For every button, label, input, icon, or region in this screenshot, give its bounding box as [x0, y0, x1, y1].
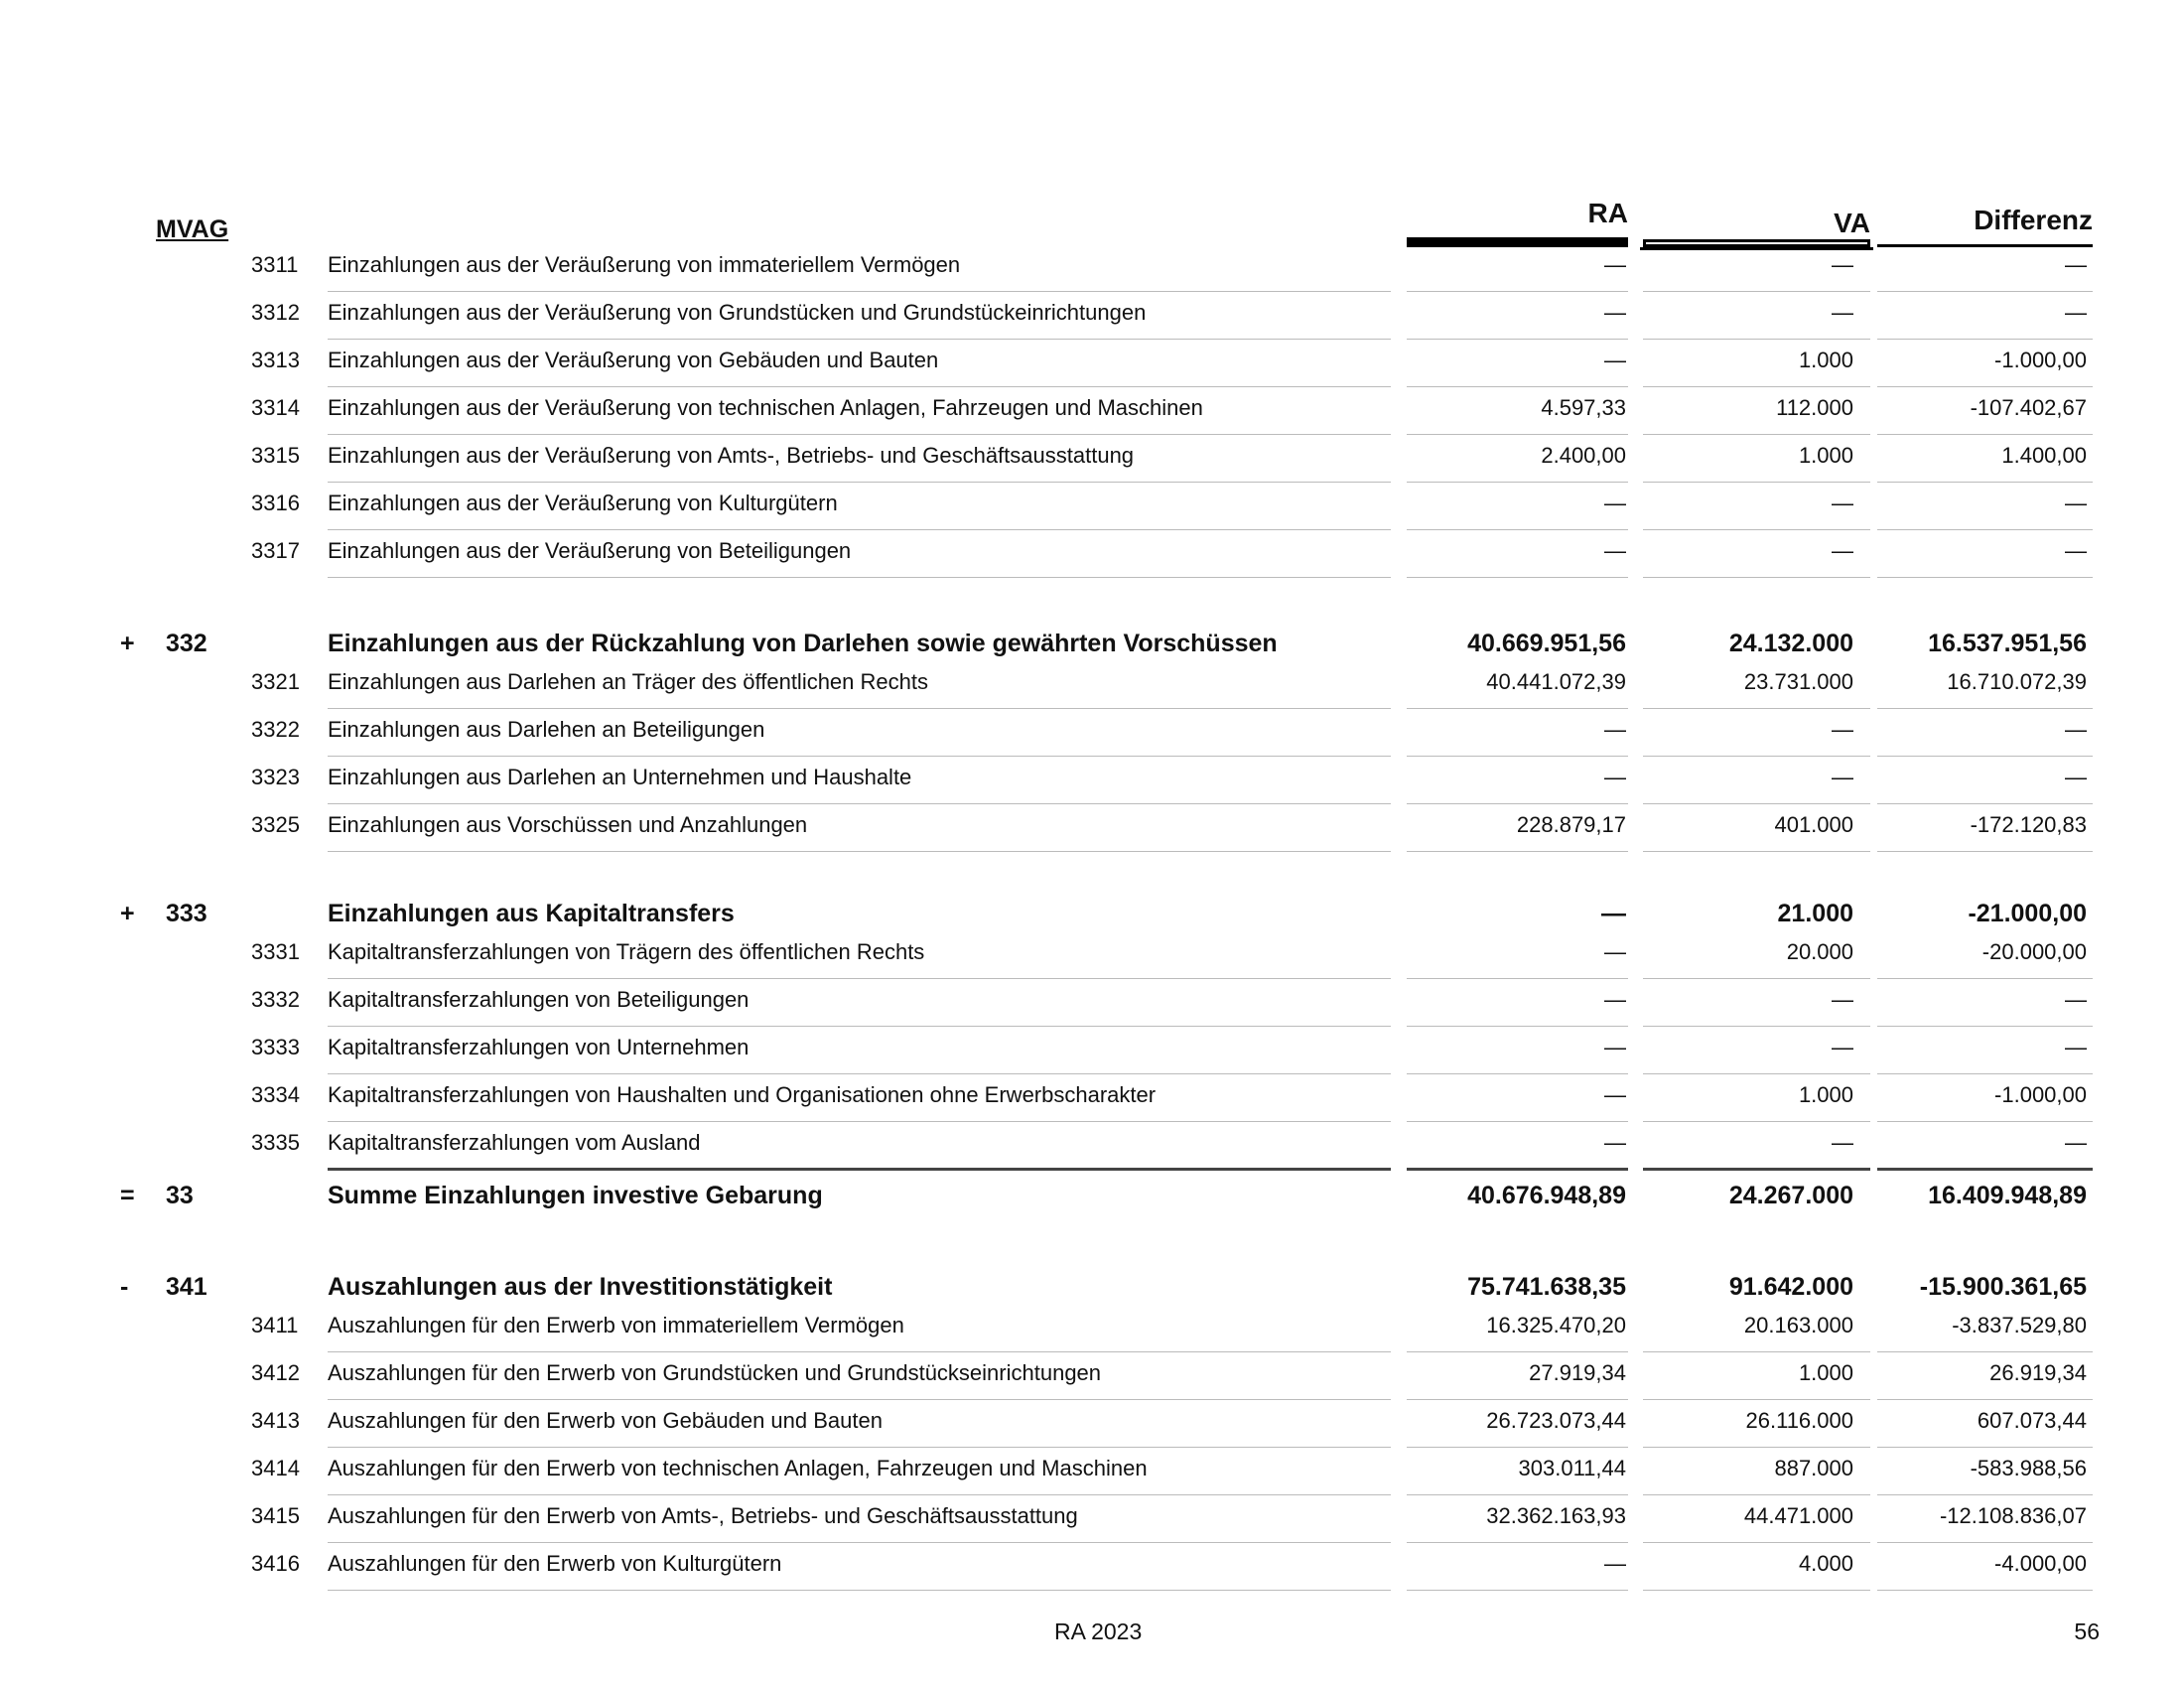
row-ra: — [1604, 765, 1626, 789]
row-diff: -12.108.836,07 [1939, 1503, 2087, 1528]
row-desc: Einzahlungen aus der Veräußerung von Gebäuden und Bauten [328, 348, 939, 372]
row-diff: — [2065, 765, 2087, 789]
row-desc: Einzahlungen aus Darlehen an Träger des öffentlichen Rechts [328, 669, 928, 694]
row-desc: Kapitaltransferzahlungen von Unternehmen [328, 1035, 750, 1059]
row-ra: 27.919,34 [1529, 1360, 1626, 1385]
row-va: 26.116.000 [1745, 1408, 1853, 1433]
row-va: — [1832, 1035, 1853, 1059]
row-code: 3314 [251, 395, 300, 420]
row-code: 3413 [251, 1408, 300, 1433]
row-ra: 228.879,17 [1516, 812, 1626, 837]
row-desc: Einzahlungen aus Darlehen an Unternehmen und Haushalte [328, 765, 912, 789]
row-va: 44.471.000 [1743, 1503, 1853, 1528]
table-row [0, 1400, 2184, 1448]
row-ra: — [1604, 987, 1626, 1012]
row-ra: 4.597,33 [1541, 395, 1626, 420]
row-ra: — [1601, 900, 1626, 927]
total-rule [1643, 1168, 1870, 1171]
row-code: 341 [166, 1273, 207, 1301]
row-desc: Einzahlungen aus Vorschüssen und Anzahlungen [328, 812, 808, 837]
row-diff: -1.000,00 [1994, 1082, 2087, 1107]
row-ra: 2.400,00 [1541, 443, 1626, 468]
row-diff: -1.000,00 [1994, 348, 2087, 372]
row-ra: — [1604, 491, 1626, 515]
row-va: — [1832, 538, 1853, 563]
row-va: 20.163.000 [1743, 1313, 1853, 1337]
row-desc: Einzahlungen aus der Veräußerung von Amts-, Betriebs- und Geschäftsausstattung [328, 443, 1135, 468]
table-row [0, 1027, 2184, 1074]
table-row [0, 931, 2184, 979]
row-ra: — [1604, 717, 1626, 742]
group-heading-333 [0, 890, 2184, 937]
row-diff: -583.988,56 [1970, 1456, 2087, 1480]
row-ra: 75.741.638,35 [1467, 1273, 1626, 1301]
row-va: 24.267.000 [1728, 1182, 1853, 1209]
row-desc: Einzahlungen aus Kapitaltransfers [328, 900, 735, 927]
row-rule [1407, 1543, 1628, 1591]
table-row [0, 244, 2184, 292]
row-ra: — [1604, 348, 1626, 372]
row-rule [1877, 244, 2093, 292]
total-rule [1407, 1168, 1628, 1171]
row-code: 333 [166, 900, 207, 927]
row-ra: — [1604, 1551, 1626, 1576]
row-code: 3412 [251, 1360, 300, 1385]
row-va: 23.731.000 [1743, 669, 1853, 694]
row-desc: Auszahlungen für den Erwerb von Gebäuden und Bauten [328, 1408, 883, 1433]
column-header-diff-text: Differenz [1974, 205, 2093, 235]
table-row [0, 1305, 2184, 1352]
row-sign: - [120, 1273, 129, 1301]
row-diff: -3.837.529,80 [1952, 1313, 2087, 1337]
row-va: 24.132.000 [1728, 630, 1853, 657]
row-rule [1407, 931, 1628, 979]
row-code: 3333 [251, 1035, 300, 1059]
row-diff: — [2065, 1130, 2087, 1155]
row-sign: + [120, 900, 135, 927]
row-va: — [1832, 765, 1853, 789]
row-rule [1407, 340, 1628, 387]
row-rule [1877, 1027, 2093, 1074]
group-heading-332 [0, 620, 2184, 667]
row-desc: Einzahlungen aus der Veräußerung von Beteiligungen [328, 538, 852, 563]
row-rule [1407, 244, 1628, 292]
table-row [0, 709, 2184, 757]
row-diff: 16.537.951,56 [1928, 630, 2087, 657]
row-ra: 303.011,44 [1518, 1456, 1626, 1480]
row-desc: Kapitaltransferzahlungen vom Ausland [328, 1130, 701, 1155]
table-row [0, 661, 2184, 709]
row-rule [1407, 483, 1628, 530]
row-va: 1.000 [1798, 348, 1853, 372]
column-header-diff [1877, 204, 2093, 247]
row-ra: 40.676.948,89 [1467, 1182, 1626, 1209]
row-desc: Auszahlungen für den Erwerb von immateriellem Vermögen [328, 1313, 904, 1337]
row-va: 112.000 [1776, 395, 1853, 420]
row-va: 401.000 [1774, 812, 1853, 837]
table-row [0, 1448, 2184, 1495]
row-code: 33 [166, 1182, 194, 1209]
table-row [0, 1495, 2184, 1543]
table-row [0, 1122, 2184, 1170]
row-diff: -107.402,67 [1970, 395, 2087, 420]
table-row [0, 483, 2184, 530]
footer-title: RA 2023 [1054, 1618, 1143, 1644]
row-diff: — [2065, 717, 2087, 742]
column-header-va [1643, 204, 1870, 247]
row-rule [1407, 709, 1628, 757]
row-code: 3411 [251, 1313, 299, 1337]
row-diff: 1.400,00 [2001, 443, 2087, 468]
row-ra: 40.669.951,56 [1467, 630, 1626, 657]
row-desc: Auszahlungen aus der Investitionstätigkeit [328, 1273, 833, 1301]
row-va: 4.000 [1798, 1551, 1853, 1576]
row-desc: Kapitaltransferzahlungen von Beteiligungen [328, 987, 750, 1012]
row-desc: Auszahlungen für den Erwerb von Amts-, Betriebs- und Geschäftsausstattung [328, 1503, 1078, 1528]
row-code: 3315 [251, 443, 300, 468]
table-row [0, 1074, 2184, 1122]
row-code: 3325 [251, 812, 300, 837]
total-rule [328, 1168, 1391, 1171]
row-desc: Einzahlungen aus der Veräußerung von immateriellem Vermögen [328, 252, 961, 277]
row-diff: — [2065, 538, 2087, 563]
row-code: 3416 [251, 1551, 300, 1576]
row-code: 3321 [251, 669, 300, 694]
row-va: 887.000 [1774, 1456, 1853, 1480]
row-code: 3317 [251, 538, 300, 563]
row-desc: Kapitaltransferzahlungen von Haushalten und Organisationen ohne Erwerbscharakter [328, 1082, 1157, 1107]
column-header-ra [1407, 198, 1628, 247]
row-diff: -20.000,00 [1981, 939, 2087, 964]
row-diff: — [2065, 300, 2087, 325]
row-code: 3335 [251, 1130, 300, 1155]
row-diff: 26.919,34 [1989, 1360, 2087, 1385]
row-diff: — [2065, 1035, 2087, 1059]
mvag-label: MVAG [156, 215, 229, 243]
row-rule [1407, 979, 1628, 1027]
row-rule [1877, 757, 2093, 804]
page-number: 56 [2074, 1618, 2100, 1644]
row-va: 91.642.000 [1728, 1273, 1853, 1301]
row-rule [1877, 709, 2093, 757]
row-ra: — [1604, 939, 1626, 964]
table-row [0, 387, 2184, 435]
table-row [0, 435, 2184, 483]
row-rule [1407, 530, 1628, 578]
row-diff: — [2065, 491, 2087, 515]
row-rule [1407, 1027, 1628, 1074]
column-header-va-text: VA [1834, 208, 1870, 238]
row-desc: Einzahlungen aus der Rückzahlung von Darlehen sowie gewährten Vorschüssen [328, 630, 1278, 657]
row-sign: = [120, 1182, 135, 1209]
row-ra: — [1604, 1130, 1626, 1155]
row-va: — [1832, 717, 1853, 742]
row-rule [1877, 530, 2093, 578]
row-rule [1877, 979, 2093, 1027]
row-ra: — [1604, 300, 1626, 325]
row-sign: + [120, 630, 135, 657]
total-row-33 [0, 1178, 2184, 1225]
row-code: 3415 [251, 1503, 300, 1528]
row-code: 3334 [251, 1082, 300, 1107]
table-row [0, 1352, 2184, 1400]
row-code: 3312 [251, 300, 300, 325]
row-desc: Einzahlungen aus Darlehen an Beteiligungen [328, 717, 765, 742]
row-desc: Einzahlungen aus der Veräußerung von technischen Anlagen, Fahrzeugen und Maschinen [328, 395, 1203, 420]
row-rule [1877, 292, 2093, 340]
row-diff: — [2065, 987, 2087, 1012]
row-va: — [1832, 1130, 1853, 1155]
row-desc: Einzahlungen aus der Veräußerung von Kulturgütern [328, 491, 838, 515]
column-header-ra-text: RA [1587, 198, 1628, 228]
row-diff: 16.409.948,89 [1928, 1182, 2087, 1209]
row-code: 3313 [251, 348, 300, 372]
row-va: — [1832, 491, 1853, 515]
row-code: 3316 [251, 491, 300, 515]
row-va: 21.000 [1777, 900, 1853, 927]
row-rule [1407, 1074, 1628, 1122]
row-va: 1.000 [1798, 1082, 1853, 1107]
row-va: 20.000 [1786, 939, 1853, 964]
row-va: — [1832, 252, 1853, 277]
table-row [0, 979, 2184, 1027]
row-desc: Auszahlungen für den Erwerb von technischen Anlagen, Fahrzeugen und Maschinen [328, 1456, 1148, 1480]
row-ra: 40.441.072,39 [1486, 669, 1626, 694]
table-row [0, 757, 2184, 804]
row-ra: — [1604, 252, 1626, 277]
table-row [0, 804, 2184, 852]
row-code: 3323 [251, 765, 300, 789]
row-diff: -172.120,83 [1970, 812, 2087, 837]
row-rule [1407, 757, 1628, 804]
row-va: 1.000 [1798, 1360, 1853, 1385]
row-desc: Auszahlungen für den Erwerb von Grundstücken und Grundstückseinrichtungen [328, 1360, 1102, 1385]
row-diff: -21.000,00 [1968, 900, 2087, 927]
row-diff: 607.073,44 [1977, 1408, 2087, 1433]
row-code: 3311 [251, 252, 299, 277]
row-desc: Summe Einzahlungen investive Gebarung [328, 1182, 823, 1209]
row-ra: — [1604, 538, 1626, 563]
row-diff: 16.710.072,39 [1947, 669, 2087, 694]
row-code: 3414 [251, 1456, 300, 1480]
row-code: 3331 [251, 939, 300, 964]
row-ra: 16.325.470,20 [1486, 1313, 1626, 1337]
row-va: — [1832, 300, 1853, 325]
row-ra: 32.362.163,93 [1486, 1503, 1626, 1528]
row-desc: Einzahlungen aus der Veräußerung von Grundstücken und Grundstückeinrichtungen [328, 300, 1147, 325]
table-row [0, 340, 2184, 387]
row-code: 3332 [251, 987, 300, 1012]
row-desc: Auszahlungen für den Erwerb von Kulturgütern [328, 1551, 782, 1576]
row-desc: Kapitaltransferzahlungen von Trägern des öffentlichen Rechts [328, 939, 925, 964]
total-rule [1877, 1168, 2093, 1171]
row-va: — [1832, 987, 1853, 1012]
row-diff: -4.000,00 [1994, 1551, 2087, 1576]
table-row [0, 292, 2184, 340]
group-heading-341 [0, 1263, 2184, 1311]
row-va: 1.000 [1798, 443, 1853, 468]
row-rule [1407, 292, 1628, 340]
row-code: 3322 [251, 717, 300, 742]
row-ra: — [1604, 1035, 1626, 1059]
row-rule [1877, 483, 2093, 530]
row-diff: -15.900.361,65 [1919, 1273, 2087, 1301]
table-row [0, 530, 2184, 578]
row-diff: — [2065, 252, 2087, 277]
row-code: 332 [166, 630, 207, 657]
table-row [0, 1543, 2184, 1591]
row-ra: 26.723.073,44 [1486, 1408, 1626, 1433]
row-ra: — [1604, 1082, 1626, 1107]
